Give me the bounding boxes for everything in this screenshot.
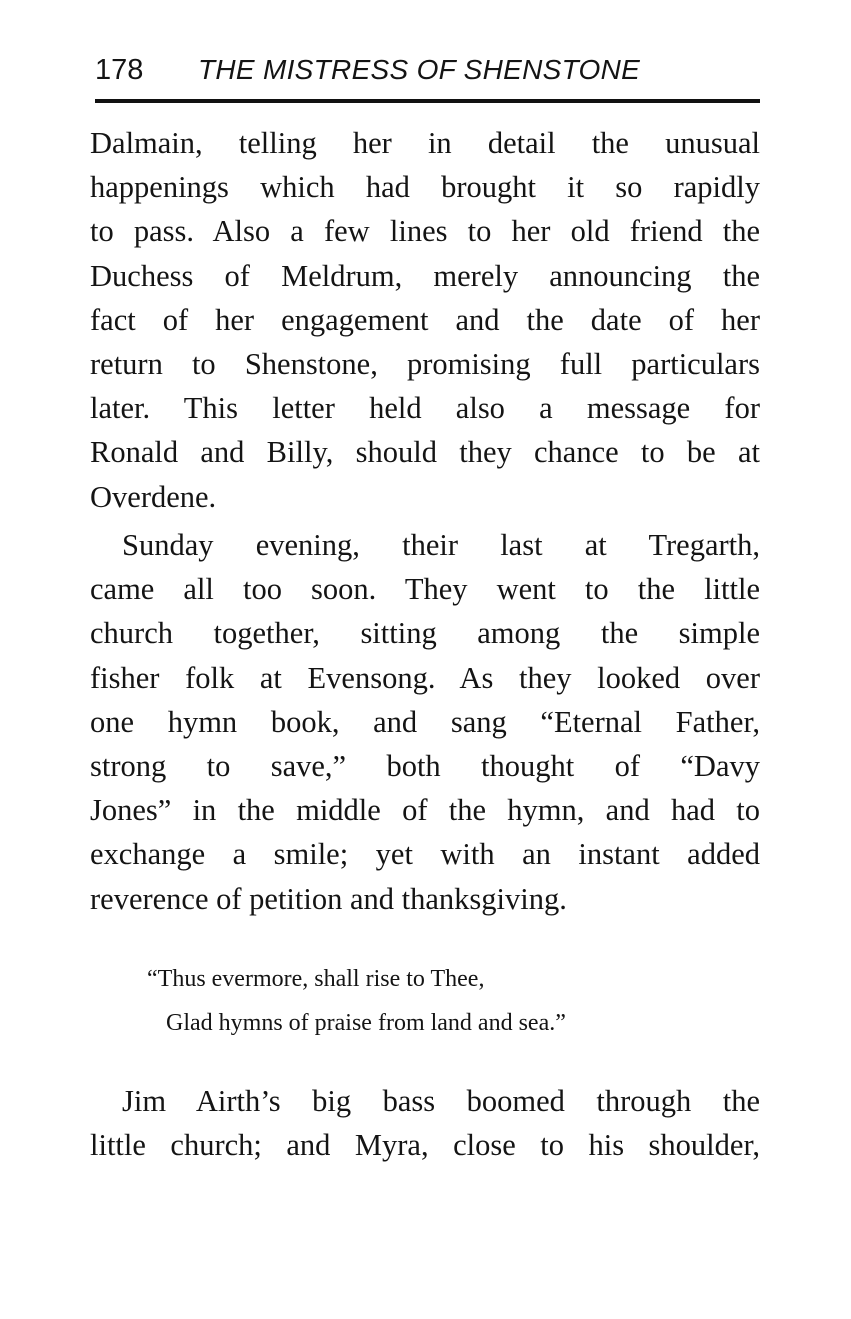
text-line: one hymn book, and sang “Eternal Father, — [90, 704, 760, 739]
text-line: Duchess of Meldrum, merely announcing the — [90, 258, 760, 293]
text-line: strong to save,” both thought of “Davy — [90, 748, 760, 783]
paragraph-continuation — [90, 121, 760, 519]
text-line: Dalmain, telling her in detail the unusual — [90, 126, 760, 160]
header-rule — [95, 99, 760, 103]
text-line: later. This letter held also a message for — [90, 391, 760, 426]
text-line: Jim Airth’s big bass boomed through the — [122, 1084, 760, 1118]
running-head — [95, 52, 760, 94]
verse-line: Glad hymns of praise from land and sea.” — [166, 1010, 566, 1036]
paragraph-jim-airth — [90, 1079, 760, 1167]
text-line: reverence of petition and thanksgiving. — [90, 881, 567, 916]
text-line: fact of her engagement and the date of her — [90, 302, 760, 337]
text-line: Jones” in the middle of the hymn, and had to — [90, 793, 760, 828]
hymn-verse — [147, 957, 707, 1045]
text-line: Sunday evening, their last at Tregarth, — [122, 528, 760, 562]
text-line: to pass. Also a few lines to her old friend the — [90, 214, 760, 249]
verse-line: “Thus evermore, shall rise to Thee, — [147, 966, 485, 992]
page-number: 178 — [95, 54, 144, 86]
text-line: happenings which had brought it so rapidly — [90, 170, 760, 205]
text-line: return to Shenstone, promising full particulars — [90, 346, 760, 381]
text-line: exchange a smile; yet with an instant added — [90, 837, 760, 872]
text-line: church together, sitting among the simple — [90, 616, 760, 651]
paragraph-sunday-evening — [90, 523, 760, 921]
running-title: THE MISTRESS OF SHENSTONE — [198, 54, 641, 85]
text-line: little church; and Myra, close to his shoulder, — [90, 1128, 760, 1163]
text-line: fisher folk at Evensong. As they looked over — [90, 660, 760, 695]
text-line: Overdene. — [90, 479, 217, 514]
text-line: Ronald and Billy, should they chance to be at — [90, 435, 760, 470]
text-line: came all too soon. They went to the little — [90, 572, 760, 607]
